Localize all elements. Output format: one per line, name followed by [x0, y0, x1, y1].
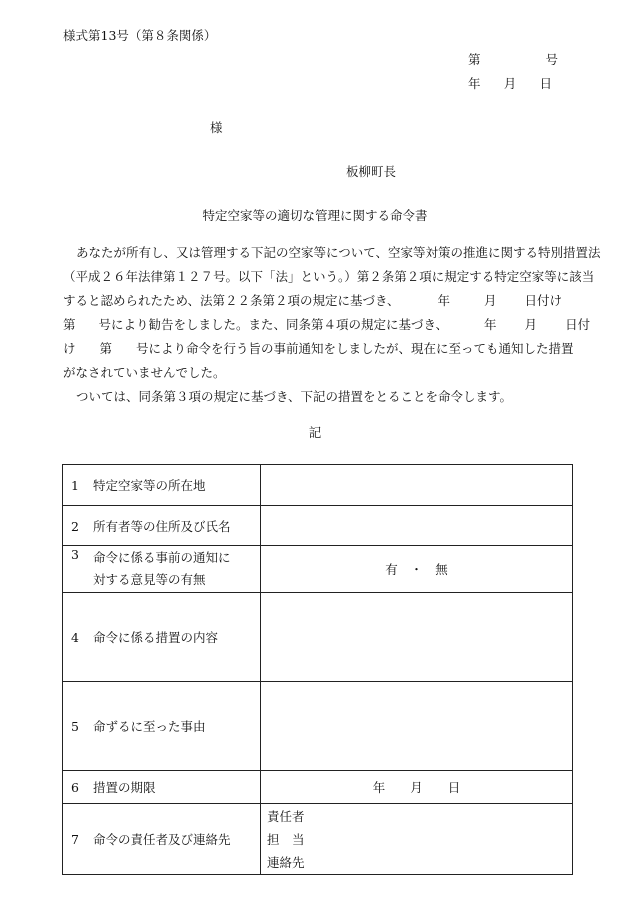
row-label-text: 命令に係る措置の内容: [93, 630, 219, 645]
row-label: [63, 506, 261, 546]
row-number: 6: [71, 780, 79, 795]
row-label-text: 特定空家等の所在地: [93, 478, 206, 493]
contact-responsible-label: 責任者: [267, 808, 305, 824]
body-text-span: 第: [99, 341, 113, 356]
row-label-text: 命令の責任者及び連絡先: [93, 832, 231, 847]
row-label: [63, 465, 261, 506]
row-label-text: 所有者等の住所及び氏名: [93, 518, 231, 534]
ki-heading: 記: [308, 425, 322, 440]
contact-info-label: 連絡先: [267, 854, 305, 870]
body-text-span: 日付: [565, 317, 591, 332]
row-label: [63, 546, 261, 593]
body-line-7: [63, 385, 570, 409]
row-number: 3: [71, 547, 79, 562]
table-row: [63, 506, 573, 546]
row-label-text: 命ずるに至った事由: [93, 719, 206, 734]
body-text-span: 号により命令を行う旨の事前通知をしましたが、現在に至っても通知した措置: [136, 341, 574, 356]
date-month-label: 月: [503, 76, 517, 91]
document-date-line: [468, 76, 552, 92]
table-row: [63, 593, 573, 682]
owner-address-name-field[interactable]: [261, 506, 573, 546]
body-line-2: [63, 265, 595, 289]
body-text-span: 年: [484, 317, 497, 332]
body-text-span: け: [63, 341, 76, 356]
body-text-span: 月: [524, 317, 538, 332]
row-label: [63, 593, 261, 682]
contact-person-label: 担 当: [267, 831, 305, 847]
body-text-span: 月: [484, 293, 497, 308]
body-text-span: 第: [63, 317, 76, 332]
table-row: [63, 465, 573, 506]
table-row: [63, 804, 573, 875]
body-text-span: 号により勧告をしました。また、同条第４項の規定に基づき、: [98, 317, 449, 332]
addressee-honorific: 様: [210, 120, 223, 135]
number-suffix: 号: [545, 52, 558, 67]
row-number: 5: [71, 719, 79, 734]
document-title: 特定空家等の適切な管理に関する命令書: [202, 208, 428, 223]
row-number: 4: [71, 630, 79, 645]
row-label: [63, 771, 261, 804]
row-label-line: 対する意見等の有無: [93, 572, 206, 587]
order-items-table: [62, 464, 573, 875]
responsible-contact-field[interactable]: [261, 804, 573, 875]
body-text-span: すると認められたため、法第２２条第２項の規定に基づき、: [63, 293, 400, 308]
number-prefix: 第: [468, 52, 481, 67]
body-text-span: ついては、同条第３項の規定に基づき、下記の措置をとることを命令します。: [76, 389, 513, 404]
table-row: [63, 682, 573, 771]
row-label-text: 措置の期限: [93, 780, 156, 795]
table-row: [63, 546, 573, 593]
body-text-span: （平成２６年法律第１２７号。以下「法」という。）第２条第２項に規定する特定空家等に該当: [63, 269, 595, 284]
row-label-two-line: [71, 547, 260, 591]
body-text: [63, 241, 601, 409]
body-line-5: [63, 337, 574, 361]
deadline-date-field[interactable]: 年 月 日: [261, 771, 573, 804]
body-text-span: がなされていませんでした。: [63, 365, 226, 380]
row-number: 7: [71, 832, 79, 847]
date-year-label: 年: [468, 76, 481, 91]
opinion-yes-no-field[interactable]: 有 ・ 無: [261, 546, 573, 593]
row-label: [63, 682, 261, 771]
row-label: [63, 804, 261, 875]
row-number: 1: [71, 478, 79, 493]
body-text-span: 日付け: [524, 293, 563, 308]
property-location-field[interactable]: [261, 465, 573, 506]
body-text-span: 年: [437, 293, 451, 308]
form-number: 様式第13号（第８条関係）: [63, 28, 217, 43]
body-line-1: [63, 241, 601, 265]
order-measures-field[interactable]: [261, 593, 573, 682]
row-number: 2: [71, 518, 79, 534]
issuer-name: 板柳町長: [346, 164, 397, 179]
body-line-6: [63, 361, 570, 385]
row-label-text: [93, 547, 231, 591]
table-row: [63, 771, 573, 804]
body-line-4: [63, 313, 591, 337]
row-label-line: 命令に係る事前の通知に: [93, 550, 231, 565]
body-line-3: [63, 289, 570, 313]
body-text-span: あなたが所有し、又は管理する下記の空家等について、空家等対策の推進に関する特別措置法: [76, 245, 601, 260]
date-day-label: 日: [539, 76, 552, 91]
document-number-line: [468, 52, 558, 68]
order-reason-field[interactable]: [261, 682, 573, 771]
